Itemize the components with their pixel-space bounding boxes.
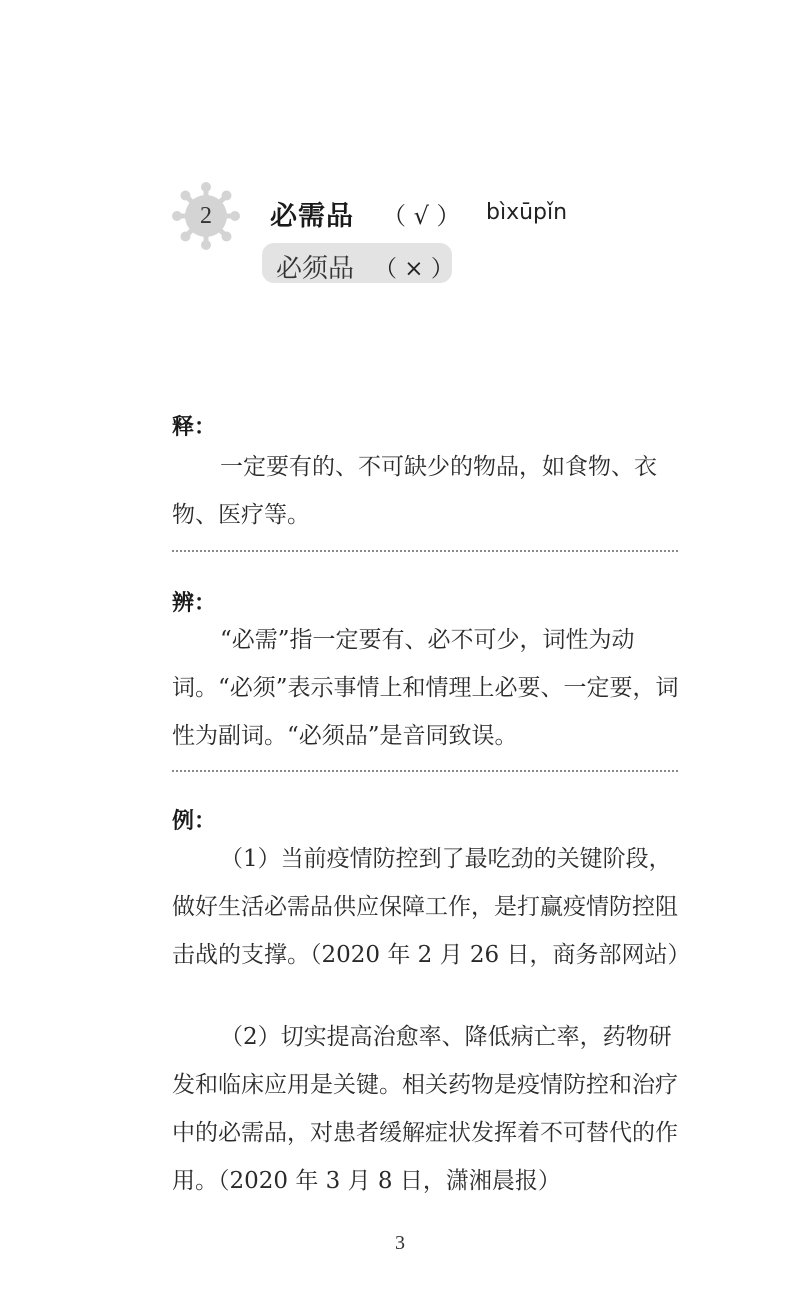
entry-number: 2 xyxy=(200,202,212,229)
correct-mark: （ √ ） xyxy=(382,202,461,230)
wrong-word: 必须品 xyxy=(276,254,355,284)
wrong-mark: （ × ） xyxy=(374,256,454,282)
pinyin: bìxūpǐn xyxy=(486,200,568,225)
example-paragraph-1: （1）当前疫情防控到了最吃劲的关键阶段，做好生活必需品供应保障工作，是打赢疫情防控阻击战的支撑。（2020 年 2 月 26 日，商务部网站） xyxy=(172,846,691,968)
section-label-distinguish: 辨： xyxy=(172,591,217,616)
page-number: 3 xyxy=(395,1232,405,1254)
distinguish-paragraph: “必需”指一定要有、必不可少，词性为动词。“必须”表示事情上和情理上必要、一定要，词性为副词。“必须品”是音同致误。 xyxy=(172,627,679,749)
section-label-explain: 释： xyxy=(172,415,217,440)
dotted-divider xyxy=(172,770,678,772)
example-paragraph-2: （2）切实提高治愈率、降低病亡率，药物研发和临床应用是关键。相关药物是疫情防控和治疗中的必需品，对患者缓解症状发挥着不可替代的作用。（2020 年 3 月 8 日，潇湘晨报） xyxy=(172,1024,678,1194)
section-label-examples: 例： xyxy=(172,809,217,834)
dotted-divider xyxy=(172,550,678,552)
explain-paragraph: 一定要有的、不可缺少的物品，如食物、衣物、医疗等。 xyxy=(172,454,657,528)
headword: 必需品 xyxy=(270,201,354,232)
